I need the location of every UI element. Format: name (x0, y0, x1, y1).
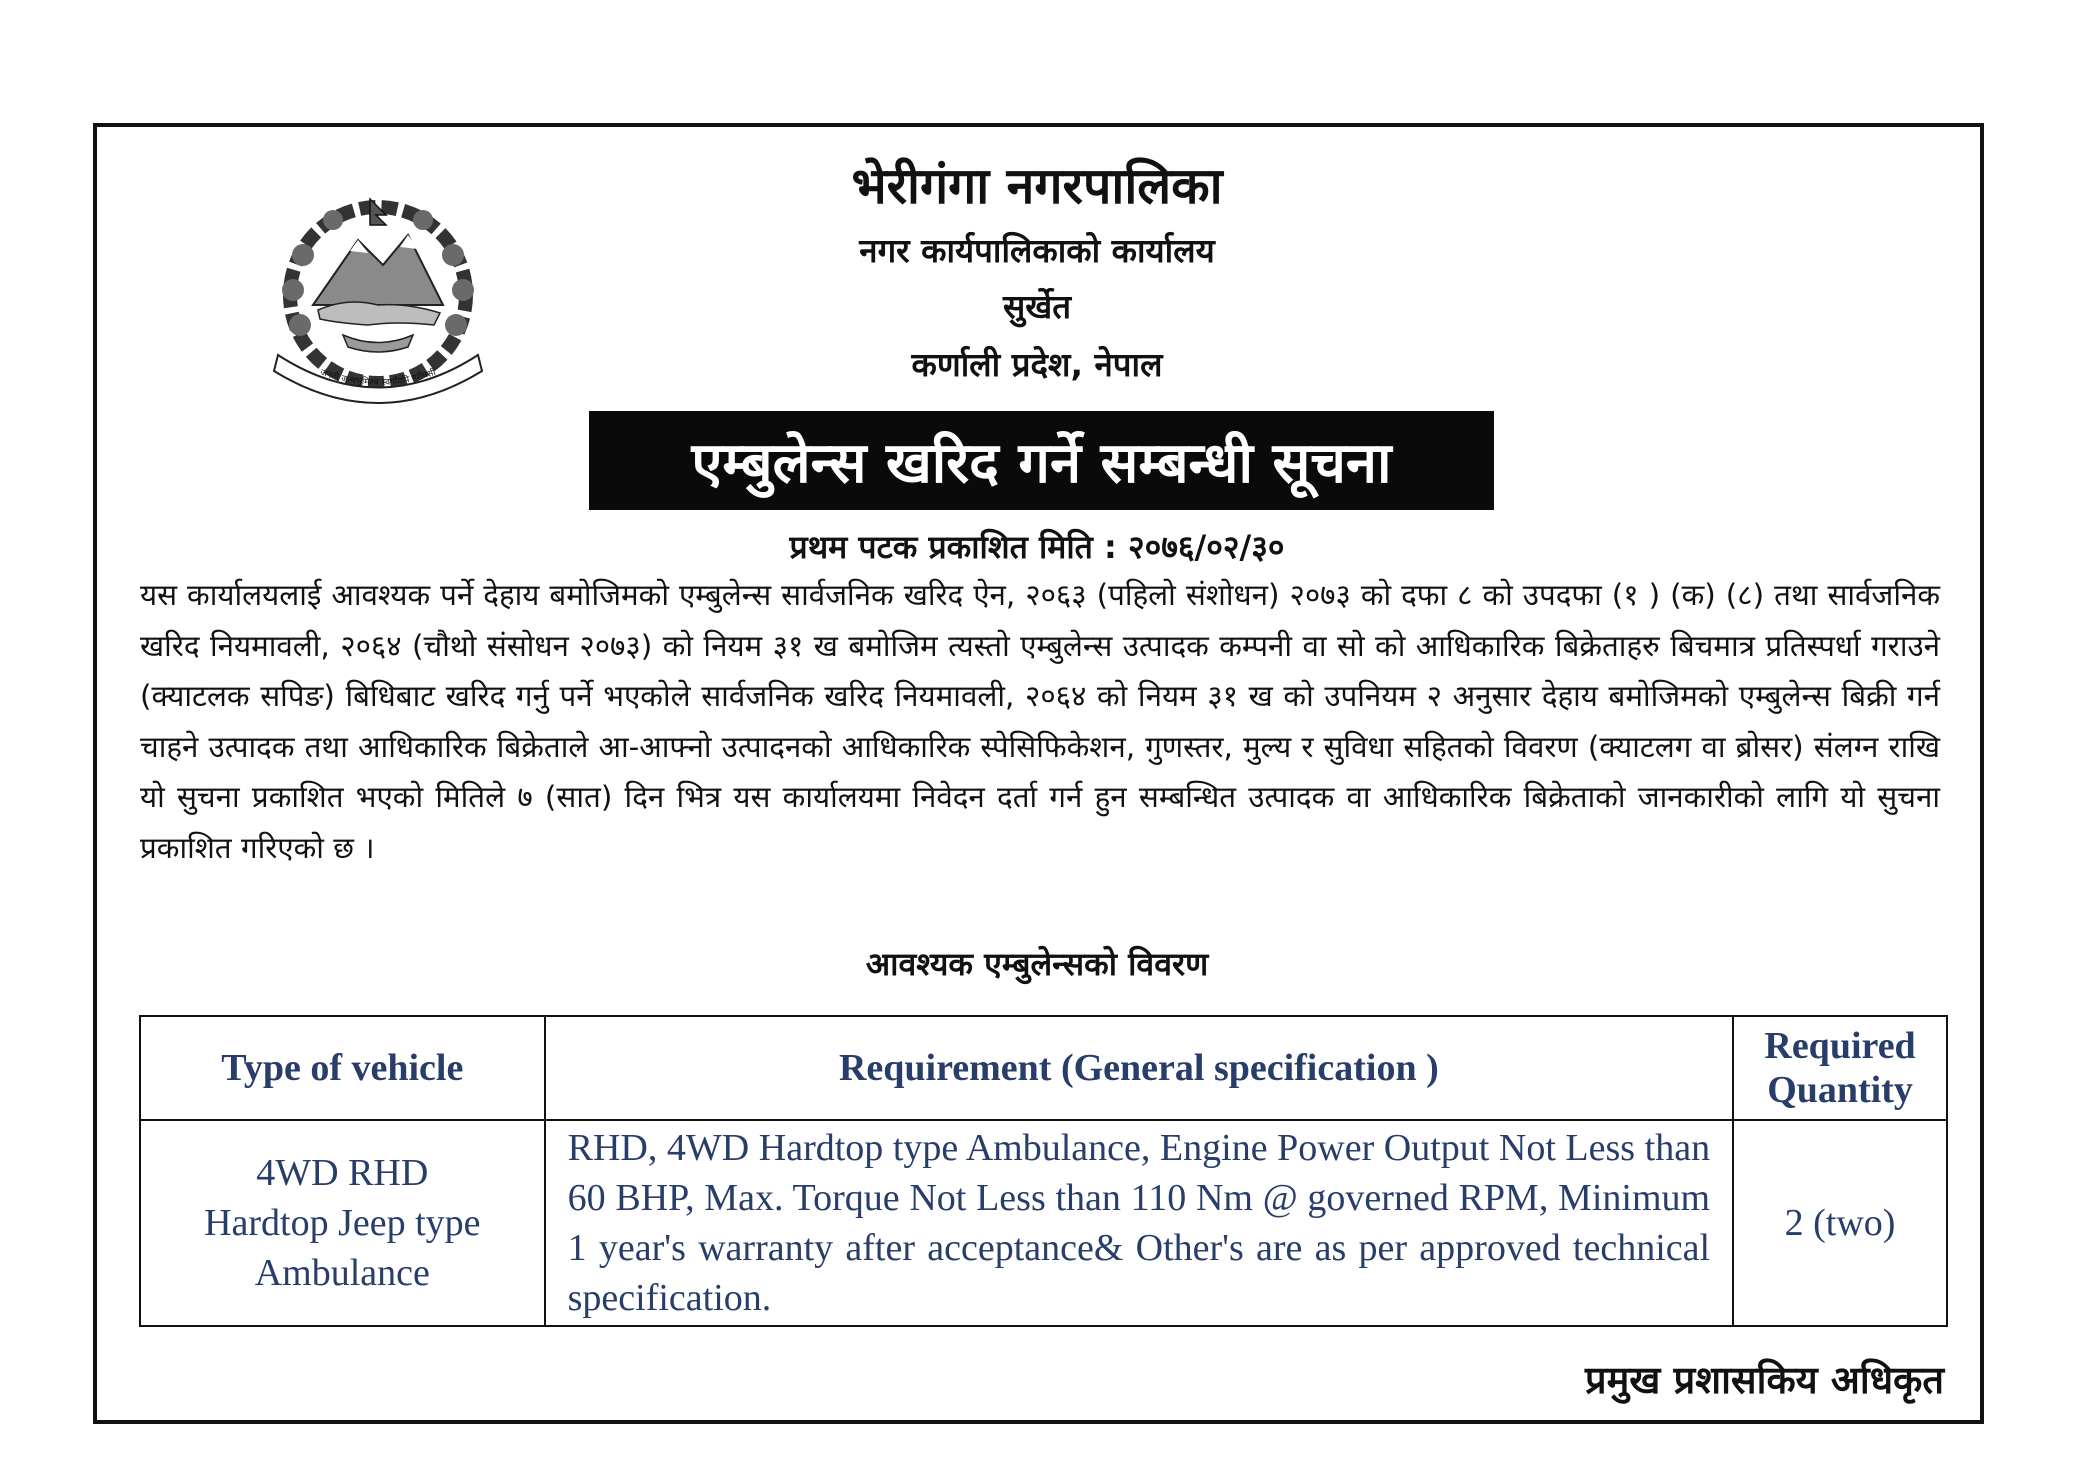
office-name: नगर कार्यपालिकाको कार्यालय (859, 231, 1215, 270)
header-quantity-line2: Quantity (1767, 1069, 1913, 1111)
municipality-name: भेरीगंगा नगरपालिका (851, 157, 1223, 215)
header-type-of-vehicle: Type of vehicle (140, 1016, 545, 1120)
vehicle-type-line1: 4WD RHD (256, 1152, 429, 1194)
province-name: कर्णाली प्रदेश, नेपाल (911, 345, 1163, 384)
vehicle-type-line3: Ambulance (254, 1252, 430, 1294)
notice-title-banner (589, 411, 1494, 510)
cell-requirement: RHD, 4WD Hardtop type Ambulance, Engine Power Output Not Less than 60 BHP, Max. Torque Not Less than 110 Nm @ governed RPM, Minimum 1 year's warranty after acceptance& Other's are as per approved technical specification. (545, 1120, 1733, 1326)
vehicle-type-line2: Hardtop Jeep type (204, 1202, 481, 1244)
header-required-quantity (1733, 1016, 1947, 1120)
cell-quantity: 2 (two) (1733, 1120, 1947, 1326)
table-header-row (140, 1016, 1947, 1120)
table-row (140, 1120, 1947, 1326)
notice-body: यस कार्यालयलाई आवश्यक पर्ने देहाय बमोजिमको एम्बुलेन्स सार्वजनिक खरिद ऐन, २०६३ (पहिलो संशोधन) २०७३ को दफा ८ को उपदफा (१ ) (क) (८) तथा सार्वजनिक खरिद नियमावली, २०६४ (चौथो संसोधन २०७३) को नियम ३१ ख बमोजिम त्यस्तो एम्बुलेन्स उत्पादक कम्पनी वा सो को आधिकारिक बिक्रेताहरु बिचमात्र प्रतिस्पर्धा गराउने (क्याटलक सपिङ) बिधिबाट खरिद गर्नु पर्ने भएकोले सार्वजनिक खरिद नियमावली, २०६४ को नियम ३१ ख को उपनियम २ अनुसार देहाय बमोजिमको एम्बुलेन्स बिक्री गर्न चाहने उत्पादक तथा आधिकारिक बिक्रेताले आ-आफ्नो उत्पादनको आधिकारिक स्पेसिफिकेशन, गुणस्तर, मुल्य र सुविधा सहितको विवरण (क्याटलग वा ब्रोसर) संलग्न राखि यो सुचना प्रकाशित भएको मितिले ७ (सात) दिन भित्र यस कार्यालयमा निवेदन दर्ता गर्न हुन सम्बन्धित उत्पादक वा आधिकारिक बिक्रेताको जानकारीको लागि यो सुचना प्रकाशित गरिएको छ । (140, 578, 1940, 865)
city-name: सुर्खेत (1002, 287, 1072, 326)
header-requirement: Requirement (General specification ) (545, 1016, 1733, 1120)
notice-title: एम्बुलेन्स खरिद गर्ने सम्बन्धी सूचना (691, 430, 1392, 496)
cell-vehicle-type (140, 1120, 545, 1326)
section-title: आवश्यक एम्बुलेन्सको विवरण (865, 945, 1209, 983)
header-quantity-line1: Required (1764, 1025, 1916, 1067)
ambulance-spec-table (139, 1015, 1948, 1327)
publication-date: प्रथम पटक प्रकाशित मिति : २०७६/०२/३० (789, 528, 1285, 566)
signatory-title: प्रमुख प्रशासकिय अधिकृत (1584, 1358, 1944, 1402)
emblem-motto: जननी जन्मभूमिश्च स्वर्गादपि गरीयसी (318, 367, 438, 389)
